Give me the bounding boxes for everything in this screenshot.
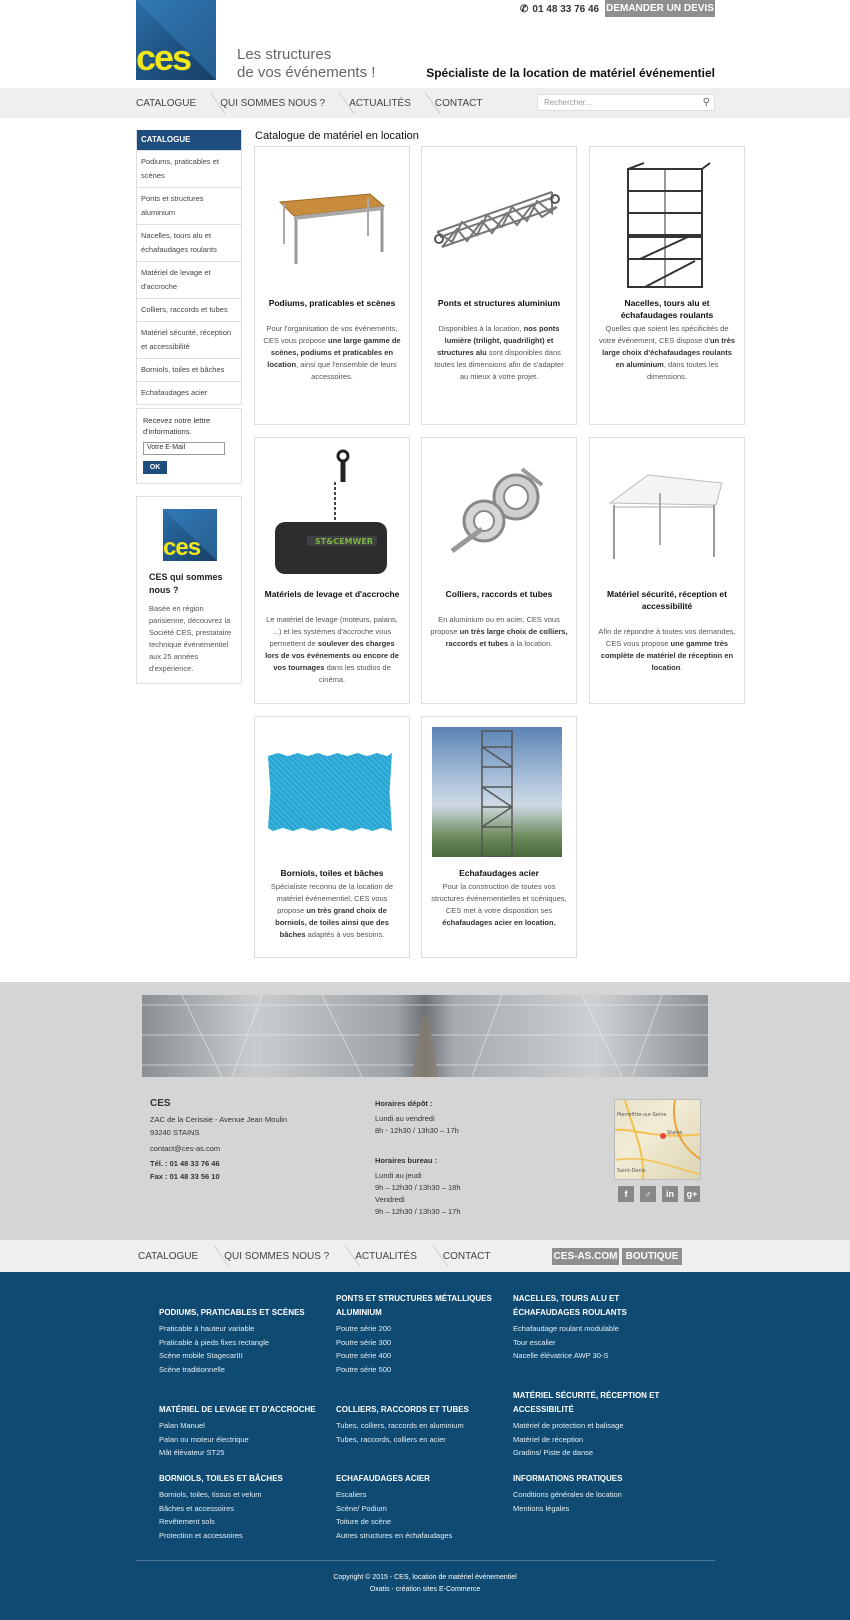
card-desc-text: à la location.	[508, 639, 553, 648]
card-description	[263, 614, 401, 686]
card-description	[430, 323, 568, 383]
linkedin-icon[interactable]: in	[662, 1186, 678, 1202]
newsletter-email-input[interactable]: Votre E-Mail	[143, 442, 225, 455]
contact-fax: Fax : 01 48 33 56 10	[150, 1172, 220, 1181]
ces-logo[interactable]	[136, 0, 216, 80]
nav-contact[interactable]: CONTACT	[434, 97, 483, 109]
footer-link[interactable]: Gradins/ Piste de danse	[513, 1448, 594, 1458]
footer-link[interactable]: Bâches et accessoires	[159, 1503, 235, 1513]
copyright	[0, 1572, 850, 1596]
tagline-line2: de vos événements !	[237, 64, 376, 81]
card-title[interactable]: Colliers, raccords et tubes	[445, 589, 553, 599]
card-desc-text: Pour l'organisation de vos événements, CES vous propose	[263, 324, 398, 345]
footer-navbar	[0, 1240, 850, 1272]
card-desc-text: Spécialiste reconnu de la location de matériel événementiel, CES vous propose	[270, 882, 394, 915]
map-label: Pierrefitte-sur-Seine	[617, 1112, 667, 1118]
footer-col-colliers	[336, 1403, 506, 1446]
catalog-card-echafaudages[interactable]	[421, 716, 577, 958]
footer-link[interactable]: Tubes, raccords, colliers en acier	[336, 1434, 446, 1444]
catalog-card-levage[interactable]	[254, 437, 410, 704]
card-desc-text: sont disponibles dans toutes les dimensions afin de s'adapter au mieux à votre projet.	[434, 348, 564, 381]
fabric-image	[265, 727, 395, 857]
sidebar-item-podiums[interactable]: Podiums, praticables et scènes	[137, 150, 241, 187]
scaffold-photo	[432, 727, 562, 857]
sidebar-item-colliers[interactable]: Colliers, raccords et tubes	[137, 298, 241, 321]
footer-link[interactable]: Poutre série 400	[336, 1351, 392, 1361]
phone-number: 01 48 33 76 46	[532, 3, 600, 15]
footer-link[interactable]: Revêtement sols	[159, 1517, 215, 1527]
card-desc-text: Disponibles à la location,	[438, 324, 524, 333]
social-links	[618, 1186, 700, 1202]
main-navbar	[0, 88, 850, 118]
search-icon[interactable]: ⚲	[702, 97, 710, 108]
footer-link[interactable]: Palan ou moteur électrique	[159, 1434, 249, 1444]
boutique-button[interactable]: BOUTIQUE	[622, 1248, 682, 1265]
footer-link[interactable]: Matériel de réception	[513, 1434, 584, 1444]
office-hours-heading: Horaires bureau :	[375, 1156, 438, 1165]
card-desc-text: Afin de répondre à toutes vos demandes, CES vous propose	[598, 627, 736, 648]
about-title[interactable]: CES qui sommes nous ?	[149, 572, 223, 595]
tent-image	[600, 448, 730, 578]
footer-link[interactable]: Tour escalier	[513, 1337, 556, 1347]
footer-link[interactable]: Autres structures en échafaudages	[336, 1530, 453, 1540]
card-description	[598, 323, 736, 383]
card-desc-text: Pour la construction de toutes vos structures événementielles et scéniques, CES met à votre disposition ses	[431, 882, 567, 915]
facebook-icon[interactable]: f	[618, 1186, 634, 1202]
about-logo[interactable]	[163, 509, 217, 561]
footer-address	[150, 1098, 287, 1183]
search-placeholder: Rechercher...	[544, 98, 592, 107]
card-desc-bold: nos ponts lumière (trilight, quadrilight) et structures alu	[437, 324, 560, 357]
scaffolding-banner-photo	[142, 995, 708, 1077]
sidebar-item-levage[interactable]: Matériel de levage et d'accroche	[137, 261, 241, 298]
footer-nav-actualites[interactable]: ACTUALITÉS	[355, 1251, 443, 1262]
truss-image	[432, 157, 562, 287]
newsletter-box	[136, 408, 242, 484]
header-phone[interactable]	[520, 2, 599, 16]
footer-link[interactable]: Protection et accessoires	[159, 1530, 243, 1540]
tagline	[237, 46, 375, 82]
card-desc-text: , ainsi que l'ensemble de leurs accessoires.	[296, 360, 397, 381]
footer-col-heading[interactable]: BORNIOLS, TOILES ET BÂCHES	[159, 1474, 283, 1483]
card-desc-text: Quelles que soient les spécificités de votre événement, CES dispose d'	[598, 324, 729, 345]
office-hours-friday: Vendredi	[375, 1195, 405, 1204]
speciality-heading: Spécialiste de la location de matériel événementiel	[426, 66, 715, 80]
footer-col-heading[interactable]: MATÉRIEL DE LEVAGE ET D'ACCROCHE	[159, 1405, 316, 1414]
footer-col-heading[interactable]: PONTS ET STRUCTURES MÉTALLIQUES ALUMINIUM	[336, 1294, 492, 1317]
tagline-line1: Les structures	[237, 46, 332, 63]
contact-email-link[interactable]: contact@ces-as.com	[150, 1144, 221, 1153]
address-line2: 93240 STAINS	[150, 1128, 200, 1137]
footer-link[interactable]: Matériel de protection et balisage	[513, 1421, 624, 1430]
nav-actualites[interactable]: ACTUALITÉS	[349, 98, 435, 109]
about-text: Basée en région parisienne, découvrez la Société CES, prestataire technique événementiel aux 25 années d'expérience.	[149, 604, 232, 673]
card-description	[263, 323, 401, 383]
footer-col-heading[interactable]: MATÉRIEL SÉCURITÉ, RÉCEPTION ET ACCESSIBILITÉ	[513, 1391, 660, 1414]
footer-col-heading[interactable]: INFORMATIONS PRATIQUES	[513, 1474, 623, 1483]
card-desc-bold: une large gamme de scènes, podiums et praticables en location	[267, 336, 401, 369]
nav-catalogue[interactable]: CATALOGUE	[136, 98, 220, 109]
about-logo-text: ces	[163, 534, 201, 561]
sidebar-heading: CATALOGUE	[137, 130, 241, 150]
card-title[interactable]: Ponts et structures aluminium	[437, 298, 561, 308]
footer-link[interactable]: Scène mobile StagecarIII	[159, 1351, 243, 1361]
podium-image	[265, 157, 395, 287]
catalog-card-borniols[interactable]	[254, 716, 410, 958]
card-desc-text: , dans toutes les dimensions.	[646, 360, 719, 381]
newsletter-text: Recevez notre lettre d'informations.	[143, 416, 211, 436]
footer-link[interactable]: Echafaudage roulant modulable	[513, 1324, 619, 1333]
footer-nav-qui-sommes-nous[interactable]: QUI SOMMES NOUS ?	[224, 1251, 355, 1262]
footer-col-securite	[513, 1389, 683, 1460]
footer-col-heading[interactable]: PODIUMS, PRATICABLES ET SCÈNES	[159, 1308, 305, 1317]
card-desc-text: .	[680, 663, 683, 672]
footer-link[interactable]: Palan Manuel	[159, 1421, 205, 1430]
card-desc-bold: soulever des charges lors de vos événements ou encore de vos tournages	[265, 639, 399, 672]
card-title[interactable]: Matériel sécurité, réception et accessibilité	[607, 589, 727, 611]
address-line1: ZAC de la Cerisaie - Avenue Jean Moulin	[150, 1115, 288, 1124]
card-desc-text: En aluminium ou en acier, CES vous propose	[430, 615, 560, 636]
map-label: Saint-Denis	[617, 1168, 646, 1174]
footer-col-podiums	[159, 1306, 329, 1376]
catalog-card-nacelles[interactable]	[589, 146, 745, 425]
footer-col-nacelles	[513, 1292, 683, 1363]
office-hours-days: Lundi au jeudi	[375, 1171, 422, 1180]
footer-link[interactable]: Scène traditionnelle	[159, 1364, 225, 1374]
footer-col-infos	[513, 1472, 683, 1515]
sidebar-item-borniols[interactable]: Borniols, toiles et bâches	[137, 358, 241, 381]
footer-col-levage	[159, 1403, 329, 1460]
credits-link[interactable]: Oxatis - création sites E-Commerce	[369, 1586, 481, 1593]
footer-link[interactable]: Poutre série 200	[336, 1324, 392, 1333]
footer-col-borniols	[159, 1472, 329, 1542]
sidebar-item-ponts[interactable]: Ponts et structures aluminium	[137, 187, 241, 224]
ces-as-button[interactable]: CES-AS.COM	[552, 1248, 619, 1265]
google-plus-icon[interactable]: g+	[684, 1186, 700, 1202]
hoist-image	[265, 448, 395, 578]
catalog-title: Catalogue de matériel en location	[255, 130, 419, 142]
footer-link[interactable]: Toiture de scène	[336, 1517, 392, 1527]
footer-link[interactable]: Borniols, toiles, tissus et velum	[159, 1490, 262, 1499]
footer-link[interactable]: Escaliers	[336, 1490, 367, 1499]
card-title[interactable]: Matériels de levage et d'accroche	[264, 589, 400, 599]
contact-tel: Tél. : 01 48 33 76 46	[150, 1159, 220, 1168]
fabric-swatch	[268, 753, 392, 831]
sidebar-item-securite[interactable]: Matériel sécurité, réception et accessibilité	[137, 321, 241, 358]
office-hours-friday-time: 9h – 12h30 / 13h30 – 17h	[375, 1207, 461, 1216]
viadeo-icon[interactable]: ♂	[640, 1186, 656, 1202]
card-title[interactable]: Echafaudages acier	[459, 868, 539, 878]
about-box	[136, 496, 242, 684]
clamp-image	[432, 448, 562, 578]
request-quote-button[interactable]: DEMANDER UN DEVIS	[605, 0, 715, 17]
card-desc-text: Le matériel de levage (moteurs, palans, ...) et les systèmes d'accroche vous permettent de	[266, 615, 398, 648]
sidebar-item-echafaudages[interactable]: Echafaudages acier	[137, 381, 241, 404]
catalog-card-securite[interactable]	[589, 437, 745, 704]
location-map[interactable]	[614, 1099, 701, 1180]
footer-link[interactable]: Praticable à hauteur variable	[159, 1324, 255, 1333]
footer-link[interactable]: Poutre série 500	[336, 1364, 392, 1374]
footer-col-heading[interactable]: ECHAFAUDAGES ACIER	[336, 1474, 430, 1483]
footer-link[interactable]: Mentions légales	[513, 1503, 570, 1513]
card-desc-bold: un très large choix d'échafaudages roulants en aluminium	[602, 336, 736, 369]
catalog-card-colliers[interactable]	[421, 437, 577, 704]
phone-icon: ✆	[520, 3, 529, 15]
footer-divider	[136, 1560, 715, 1561]
footer-nav-catalogue[interactable]: CATALOGUE	[138, 1251, 224, 1262]
card-description	[430, 881, 568, 929]
company-name: CES	[150, 1098, 171, 1109]
map-label: Stains	[667, 1130, 683, 1136]
card-description	[263, 881, 401, 941]
footer-col-echafaudages	[336, 1472, 506, 1542]
card-desc-text: adaptés à vos besoins.	[305, 930, 385, 939]
card-desc-bold: échafaudages acier en location.	[442, 918, 556, 927]
footer-hours	[375, 1098, 461, 1218]
footer-col-heading[interactable]: COLLIERS, RACCORDS ET TUBES	[336, 1405, 469, 1414]
footer-col-heading[interactable]: NACELLES, TOURS ALU ET ÉCHAFAUDAGES ROULANTS	[513, 1294, 627, 1317]
footer-nav-contact[interactable]: CONTACT	[442, 1250, 491, 1262]
catalog-card-podiums[interactable]	[254, 146, 410, 425]
newsletter-ok-button[interactable]: OK	[143, 461, 167, 474]
nav-qui-sommes-nous[interactable]: QUI SOMMES NOUS ?	[220, 98, 349, 109]
tower-image	[600, 161, 730, 291]
card-description	[598, 626, 736, 674]
logo-text: ces	[136, 37, 191, 78]
footer-link[interactable]: Poutre série 300	[336, 1337, 392, 1347]
office-hours-time: 9h – 12h30 / 13h30 – 18h	[375, 1183, 461, 1192]
card-title[interactable]: Borniols, toiles et bâches	[280, 868, 384, 878]
footer-link[interactable]: Nacelle élévatrice AWP 30-S	[513, 1351, 609, 1361]
card-desc-text: dans les studios de cinéma.	[318, 663, 391, 684]
card-desc-bold: une gamme très complète de matériel de réception en location	[600, 639, 734, 672]
sidebar-item-nacelles[interactable]: Nacelles, tours alu et échafaudages roulants	[137, 224, 241, 261]
depot-hours-heading: Horaires dépôt :	[375, 1099, 433, 1108]
sidebar-catalogue	[136, 130, 242, 405]
card-title[interactable]: Podiums, praticables et scènes	[268, 298, 396, 308]
footer-link[interactable]: Scène/ Podium	[336, 1503, 387, 1513]
card-title[interactable]: Nacelles, tours alu et échafaudages roulants	[620, 298, 714, 320]
search-input[interactable]	[537, 94, 715, 111]
card-description	[430, 614, 568, 650]
footer-link[interactable]: Praticable à pieds fixes rectangle	[159, 1337, 270, 1347]
footer-link[interactable]: Conditions générales de location	[513, 1490, 622, 1499]
depot-hours-days: Lundi au vendredi	[375, 1114, 435, 1123]
card-desc-bold: un très large choix de colliers, raccords et tubes	[445, 627, 568, 648]
footer-link[interactable]: Mât élévateur ST25	[159, 1448, 225, 1458]
card-desc-bold: un très grand choix de borniols, de toiles ainsi que des bâches	[275, 906, 389, 939]
depot-hours-time: 8h - 12h30 / 13h30 – 17h	[375, 1126, 459, 1135]
footer-col-ponts	[336, 1292, 506, 1376]
svg-text:ST&CEMWER: ST&CEMWER	[315, 537, 373, 546]
copyright-text: Copyright © 2015 - CES, location de matériel événementiel	[333, 1574, 517, 1581]
catalog-card-ponts[interactable]	[421, 146, 577, 425]
footer-link[interactable]: Tubes, colliers, raccords en aluminium	[336, 1421, 464, 1430]
